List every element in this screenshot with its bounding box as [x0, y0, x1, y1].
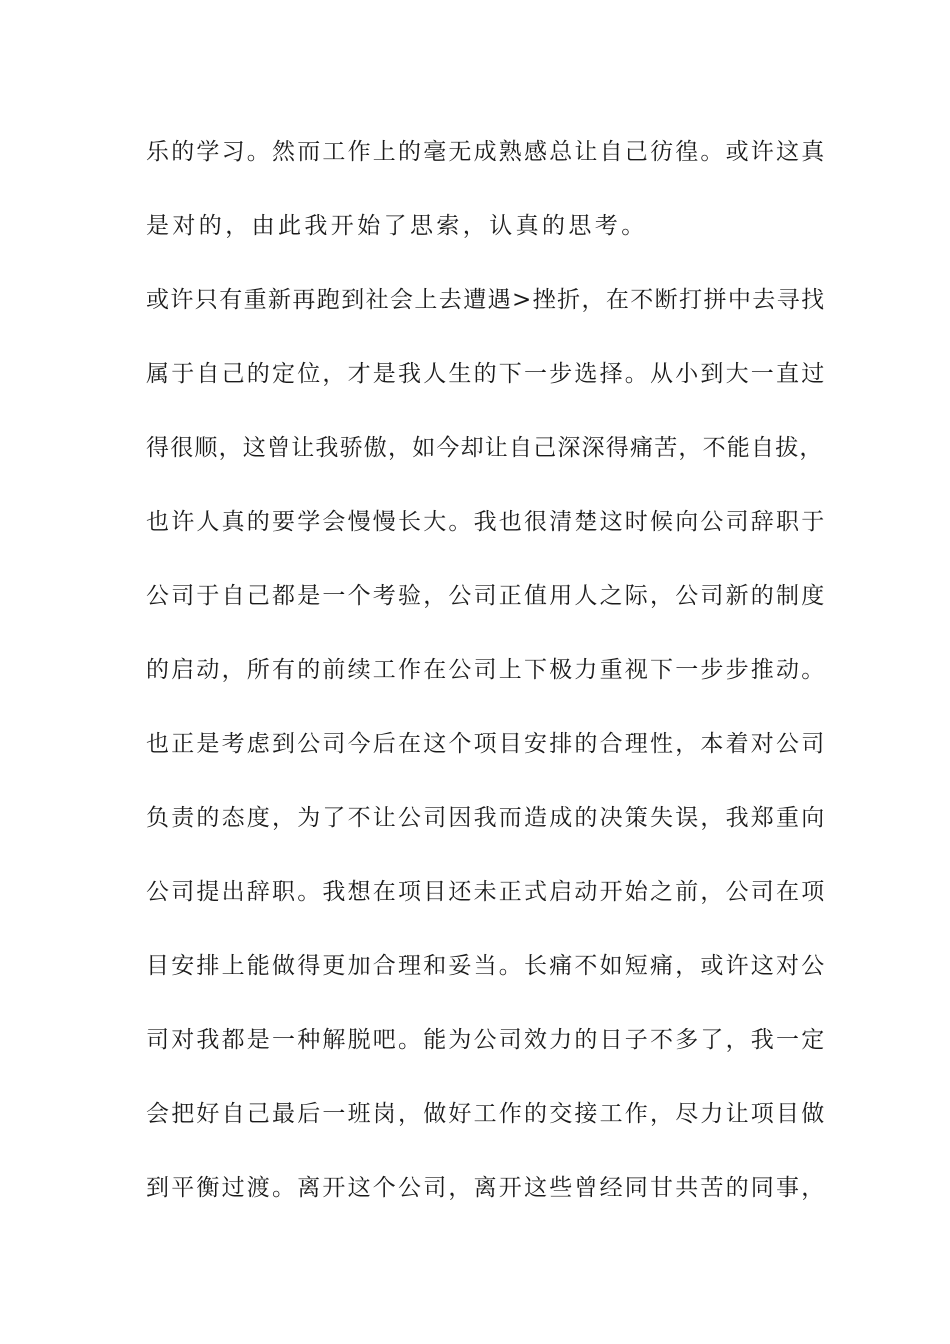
- text-line: 或许只有重新再跑到社会上去遭遇>挫折，在不断打拼中去寻找: [146, 287, 826, 313]
- text-line: 会把好自己最后一班岗，做好工作的交接工作，尽力让项目做: [146, 1101, 827, 1127]
- text-line: 也正是考虑到公司今后在这个项目安排的合理性，本着对公司: [146, 731, 827, 757]
- text-line: 司对我都是一种解脱吧。能为公司效力的日子不多了，我一定: [146, 1027, 827, 1053]
- text-line: 公司于自己都是一个考验，公司正值用人之际，公司新的制度: [146, 583, 827, 609]
- text-line: 也许人真的要学会慢慢长大。我也很清楚这时候向公司辞职于: [146, 509, 827, 535]
- text-line: 的启动，所有的前续工作在公司上下极力重视下一步步推动。: [146, 657, 827, 683]
- text-line: 到平衡过渡。离开这个公司，离开这些曾经同甘共苦的同事，: [146, 1175, 827, 1201]
- text-line: 乐的学习。然而工作上的毫无成熟感总让自己彷徨。或许这真: [146, 139, 827, 165]
- text-line: 目安排上能做得更加合理和妥当。长痛不如短痛，或许这对公: [146, 953, 827, 979]
- text-line: 公司提出辞职。我想在项目还未正式启动开始之前，公司在项: [146, 879, 827, 905]
- text-line: 是对的，由此我开始了思索，认真的思考。: [146, 213, 648, 239]
- text-line: 属于自己的定位，才是我人生的下一步选择。从小到大一直过: [146, 361, 827, 387]
- text-line: 负责的态度，为了不让公司因我而造成的决策失误，我郑重向: [146, 805, 827, 831]
- text-line: 得很顺，这曾让我骄傲，如今却让自己深深得痛苦，不能自拔，: [146, 435, 824, 461]
